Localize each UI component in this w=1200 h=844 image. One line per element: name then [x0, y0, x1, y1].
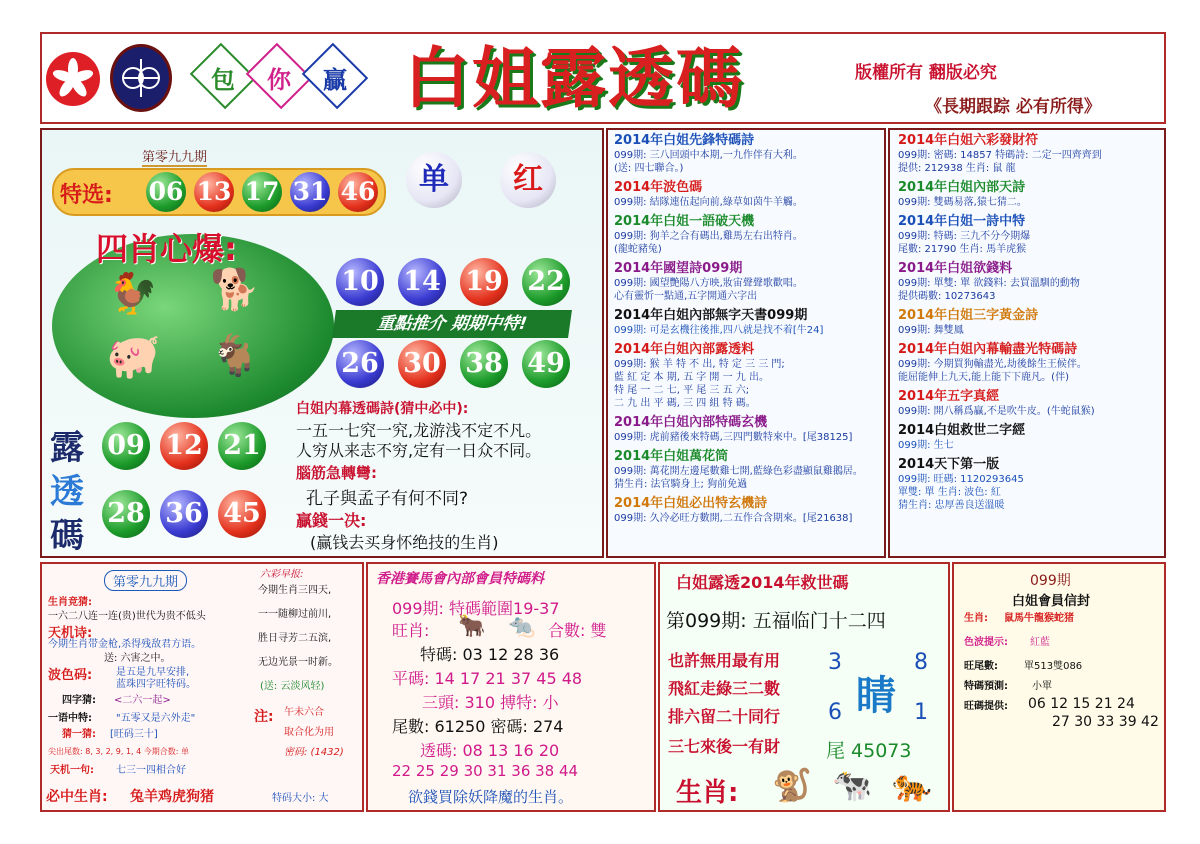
bot4-value: 單513雙086: [1024, 661, 1083, 672]
bot1-line: 今期生肖带金枪,杀得残敌君方语。: [48, 639, 202, 650]
bot4-title: 白姐會員信封: [1012, 594, 1091, 609]
bot1-title: 第零九九期: [104, 570, 187, 591]
bet-title: 贏錢一决:: [296, 511, 367, 530]
section-line: 尾數: 21790 生肖: 馬羊虎猴: [898, 244, 1027, 255]
section-heading: 2014白姐救世二字經: [898, 423, 1026, 438]
bot1-line: [旺码三十]: [110, 729, 158, 740]
bot2-line: 三頭: 310 搏特: 小: [422, 693, 559, 712]
six-line: 一一随柳过前川,: [258, 609, 332, 620]
lou-ball: 28: [102, 490, 150, 538]
bot1-line: 四字猜:: [62, 695, 96, 706]
bot2-title: 香港賽馬會內部會員特碼料: [376, 571, 544, 587]
section-line: 099期: 國望艷陽八方映,妝宙聲聲歌歡唱。: [614, 278, 803, 289]
bot4-label: 旺尾數:: [964, 661, 998, 672]
section-heading: 2014年白姐先鋒特碼詩: [614, 133, 755, 148]
bot3-line: 排六留二十同行: [668, 707, 781, 726]
bot3-qing: 睛: [856, 673, 896, 719]
bot2-line: 22 25 29 30 31 36 38 44: [392, 762, 579, 780]
cow-icon: 🐄: [832, 766, 872, 804]
tex-ball: 31: [290, 172, 330, 212]
bot1-line: <二六一起>: [114, 695, 171, 706]
section-heading: 2014年五字真經: [898, 389, 1000, 404]
bot1-line: 生肖竞猜:: [48, 597, 92, 608]
bot3-title: 白姐露透2014年救世碼: [676, 573, 849, 592]
quiz-text: 孔子與孟子有何不同?: [306, 489, 469, 509]
section-heading: 2014年白姐六彩發財符: [898, 133, 1039, 148]
bot3-sx: 生肖:: [676, 778, 739, 808]
bot2-line: 特碼: 03 12 28 36: [420, 645, 560, 664]
section-heading: 2014年白姐內部天詩: [898, 180, 1026, 195]
bot1-line: 天机诗:: [48, 626, 93, 641]
flower-icon: [46, 52, 100, 106]
lou-ball: 09: [102, 422, 150, 470]
quiz-title: 腦筋急轉彎:: [296, 464, 377, 482]
bot4-period: 099期: [1030, 573, 1071, 589]
bet-text: (赢钱去买身怀绝技的生肖): [310, 533, 499, 552]
section-heading: 2014年白姐三字黃金詩: [898, 308, 1039, 323]
bot1-line: 是五是九早安排,: [116, 667, 190, 678]
tex-ball: 06: [146, 172, 186, 212]
poem-line: 一五一七究一究,龙游浅不定不凡。: [296, 421, 542, 440]
tou-char: 透: [50, 472, 84, 512]
bot1-line: 送: 六害之中。: [104, 653, 171, 664]
bot4-value: 鼠馬牛龍猴蛇猪: [1004, 613, 1074, 624]
goat-icon: 🐐: [210, 333, 260, 379]
section-heading: 2014年白姐內部露透料: [614, 342, 755, 357]
bot3-line: 三七來後一有財: [668, 737, 781, 756]
section-line: (送: 四七聯合。): [614, 163, 684, 174]
bot1-line: 天机一句:: [50, 765, 94, 776]
bot4-label: 特碼預測:: [964, 681, 1008, 692]
section-line: (龍蛇豬兔): [614, 244, 662, 255]
tagline: 重點推介 期期中特!: [332, 310, 572, 338]
six-line: 今期生肖三四天,: [258, 585, 332, 596]
bot2-line: 旺肖:: [392, 621, 430, 640]
bot3-num: 3: [828, 650, 842, 675]
pick-ball: 14: [398, 258, 446, 306]
note-line: 取合化为用: [284, 727, 334, 738]
bot4-label: 旺碼提供:: [964, 701, 1008, 712]
pill-ni-text: 你: [267, 66, 291, 94]
section-heading: 2014年白姐一詩中特: [898, 214, 1026, 229]
tex-label: 特选:: [60, 183, 113, 208]
bot3-num: 8: [914, 650, 928, 675]
note-line: 密码: (1432): [284, 747, 344, 758]
tiger-icon: 🐅: [892, 766, 932, 804]
note-line: 午未六合: [284, 707, 324, 718]
bot3-line: 第099期: 五福临门十二四: [666, 610, 886, 632]
bot2-line: 欲錢買除妖降魔的生肖。: [408, 788, 574, 806]
copyright: 版權所有 翻版必究: [855, 63, 997, 83]
section-line: 099期: 狗羊之合有碼出,雞馬左右出特肖。: [614, 231, 803, 242]
section-line: 099期: 特碼: 三九不分今期爆: [898, 231, 1031, 242]
section-heading: 2014年波色碼: [614, 180, 703, 195]
bot1-line: 兔羊鸡虎狗猪: [130, 789, 214, 805]
pill-bao-text: 包: [211, 66, 235, 94]
hong-ball: 红: [500, 152, 556, 208]
mid-column: [614, 132, 882, 546]
dog-icon: 🐕: [210, 267, 260, 313]
tex-ball: 46: [338, 172, 378, 212]
section-line: 二 九 出 平 碼, 三 四 組 特 碼。: [614, 398, 756, 409]
section-heading: 2014天下第一版: [898, 457, 1000, 472]
lou-ball: 36: [160, 490, 208, 538]
section-line: 099期: 可是玄機往後推,四八就是找不着[牛24]: [614, 325, 824, 336]
pick-ball: 22: [522, 258, 570, 306]
section-line: 099期: 虎前豬後來特碼,三四門數特來中。[尾38125]: [614, 432, 853, 443]
section-heading: 2014年白姐必出特玄機詩: [614, 496, 768, 511]
ox-icon: 🐂: [458, 614, 486, 639]
bot2-line: 合數: 雙: [548, 621, 607, 640]
bot3-line: 飛紅走綠三二數: [668, 679, 781, 698]
six-line: (送: 云淡风轻): [260, 681, 325, 692]
section-heading: 2014年白姐內部特碼玄機: [614, 415, 768, 430]
bot1-line: 蓝珠四字旺特码。: [116, 679, 196, 690]
lou-char: 露: [50, 428, 84, 468]
note-label: 注:: [254, 709, 274, 725]
tex-ball: 17: [242, 172, 282, 212]
section-heading: 2014年白姐內幕輸盡光特碼詩: [898, 342, 1078, 357]
pick-ball: 30: [398, 340, 446, 388]
monkey-icon: 🐒: [772, 766, 812, 804]
pick-ball: 38: [460, 340, 508, 388]
bot2-line: 099期: 特碼範圍19-37: [392, 599, 560, 618]
page-title: 白姐露透碼: [404, 39, 744, 117]
poem-title: 白姐内幕透碼詩(猜中必中):: [296, 401, 469, 417]
section-line: 099期: 猴 羊 特 不 出, 特 定 三 三 門;: [614, 359, 785, 370]
pick-ball: 10: [336, 258, 384, 306]
section-line: 猜生肖: 法官騎身上; 狗前免過: [614, 479, 748, 490]
six-title: 六彩早报:: [260, 569, 304, 580]
pick-ball: 19: [460, 258, 508, 306]
bot3-line: 也許無用最有用: [668, 651, 781, 670]
section-heading: 2014年國望詩099期: [614, 261, 743, 276]
six-line: 无边光景一时新。: [258, 657, 338, 668]
tex-ball: 13: [194, 172, 234, 212]
bot2-line: 尾數: 61250 密碼: 274: [392, 717, 564, 736]
section-line: 提供: 212938 生肖: 鼠 龍: [898, 163, 1016, 174]
section-line: 藍 紅 定 本 期, 五 字 開 一 九 出。: [614, 372, 769, 383]
pick-ball: 49: [522, 340, 570, 388]
logo-icon: [110, 44, 172, 112]
bot1-line: 一语中特:: [48, 713, 92, 724]
section-heading: 2014年白姐內部無字天書099期: [614, 308, 808, 323]
section-line: 猜生肖: 忠厚善良送溫暖: [898, 500, 1005, 511]
bot4-label: 生肖:: [964, 613, 988, 624]
bot1-line: 必中生肖:: [46, 789, 108, 805]
section-line: 099期: 開八稱爲贏,不是吹牛皮。(牛蛇鼠猴): [898, 406, 1095, 417]
sixiao-title: 四肖心爆:: [96, 230, 237, 268]
bot1-line: 猜一猜:: [62, 729, 96, 740]
bot1-line: 波色码:: [48, 668, 93, 683]
bot4-value: 06 12 15 21 24: [1028, 696, 1135, 712]
section-line: 099期: 久冷必旺方數開,二五作合含期來。[尾21638]: [614, 513, 853, 524]
bot1-line: 七三一四相合好: [116, 765, 186, 776]
pill-ying-text: 贏: [323, 66, 347, 94]
section-line: 提供碼數: 10273643: [898, 291, 996, 302]
section-line: 099期: 今期買狗輸盡光,劫後餘生王候伴。: [898, 359, 1087, 370]
section-line: 099期: 結隊連伍起向前,綠草如茵牛羊觸。: [614, 197, 803, 208]
bot2-line: 透碼: 08 13 16 20: [420, 741, 560, 760]
section-line: 能屈能伸上九天,能上能下下鹿凡。(伴): [898, 372, 1069, 383]
bot3-num: 6: [828, 700, 842, 725]
rooster-icon: 🐓: [108, 271, 158, 317]
lou-ball: 45: [218, 490, 266, 538]
rat-icon: 🐀: [508, 614, 536, 639]
section-line: 099期: 三八回頭中本期,一九作伴有大利。: [614, 150, 803, 161]
section-heading: 2014年白姐萬花筒: [614, 449, 729, 464]
bot1-line: "五零又是六外走": [116, 713, 196, 724]
section-line: 099期: 密碼: 14857 特碼詩: 二定一四齊齊到: [898, 150, 1102, 161]
slogan: 《長期跟踪 必有所得》: [925, 97, 1101, 117]
section-line: 099期: 雙碼易落,猿七猜二。: [898, 197, 1027, 208]
right-column: [898, 132, 1160, 550]
section-line: 099期: 單雙: 單 欲錢料: 去買溫馴的動物: [898, 278, 1080, 289]
note-line: 特码大小: 大: [272, 793, 329, 804]
section-line: 特 尾 一 二 七, 平 尾 三 五 六;: [614, 385, 750, 396]
bot4-value: 紅藍: [1030, 637, 1050, 648]
bot3-num: 1: [914, 700, 928, 725]
section-line: 單雙: 單 生肖: 波色: 紅: [898, 487, 1001, 498]
issue-banner: 第零九九期: [142, 146, 207, 167]
section-line: 心有靈忻一點通,五字開通六字出: [614, 291, 758, 302]
section-line: 099期: 萬花開左邊尾數雞七開,藍綠色彩盡顯鼠雞鵝居。: [614, 466, 863, 477]
dan-ball: 单: [406, 152, 462, 208]
lou-ball: 12: [160, 422, 208, 470]
lou-ball: 21: [218, 422, 266, 470]
section-line: 099期: 舞雙鳳: [898, 325, 964, 336]
bot4-value: 小單: [1032, 681, 1052, 692]
bot4-value: 27 30 33 39 42: [1052, 714, 1159, 730]
ma-char: 碼: [50, 516, 84, 556]
section-line: 099期: 生七: [898, 440, 954, 451]
section-heading: 2014年白姐一語破天機: [614, 214, 755, 229]
pig-icon: 🐖: [106, 331, 161, 382]
section-line: 099期: 旺碼: 1120293645: [898, 474, 1024, 485]
bot1-line: 尖出尾数: 8, 3, 2, 9, 1, 4 今期合数: 单: [48, 747, 189, 756]
six-line: 胜日寻芳二五滨,: [258, 633, 332, 644]
bot3-wei: 尾 45073: [826, 740, 912, 762]
bot2-line: 平碼: 14 17 21 37 45 48: [392, 669, 583, 688]
bot4-label: 色波提示:: [964, 637, 1008, 648]
poem-line: 人穷从来志不穷,定有一日众不同。: [296, 441, 542, 460]
pick-ball: 26: [336, 340, 384, 388]
bot1-line: 一六二八连一连(贵)世代为贵不低头: [48, 611, 206, 622]
section-heading: 2014年白姐欲錢料: [898, 261, 1013, 276]
